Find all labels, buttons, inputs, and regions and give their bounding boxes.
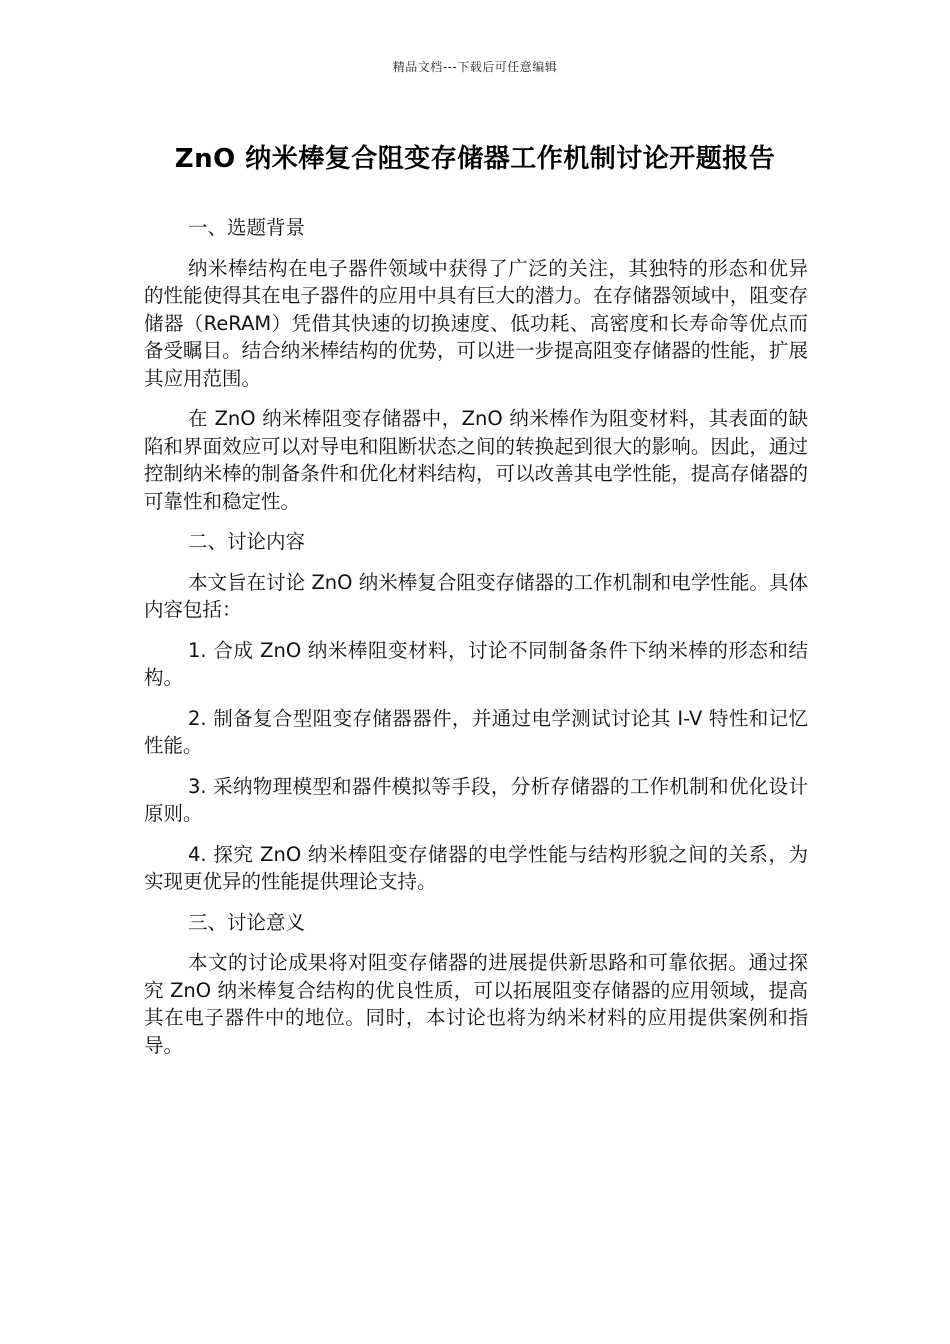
document-body bbox=[144, 214, 808, 1072]
background-paragraph-2: 在 ZnO 纳米棒阻变存储器中，ZnO 纳米棒作为阻变材料，其表面的缺陷和界面效应可以对导电和阻断状态之间的转换起到很大的影响。因此，通过控制纳米棒的制备条件和优化材料结构，可以改善其电学性能，提高存储器的可靠性和稳定性。 bbox=[144, 407, 808, 513]
section-heading-content: 二、讨论内容 bbox=[188, 530, 306, 553]
significance-paragraph: 本文的讨论成果将对阻变存储器的进展提供新思路和可靠依据。通过探究 ZnO 纳米棒复合结构的优良性质，可以拓展阻变存储器的应用领域，提高其在电子器件中的地位。同时，本讨论也将为纳米材料的应用提供案例和指导。 bbox=[144, 951, 808, 1057]
content-list-item-2: 2. 制备复合型阻变存储器器件，并通过电学测试讨论其 I-V 特性和记忆性能。 bbox=[144, 706, 808, 757]
document-title: ZnO 纳米棒复合阻变存储器工作机制讨论开题报告 bbox=[174, 144, 776, 174]
background-paragraph-1: 纳米棒结构在电子器件领域中获得了广泛的关注，其独特的形态和优异的性能使得其在电子器件的应用中具有巨大的潜力。在存储器领域中，阻变存储器（ReRAM）凭借其快速的切换速度、低功耗、高密度和长寿命等优点而备受瞩目。结合纳米棒结构的优势，可以进一步提高阻变存储器的性能，扩展其应用范围。 bbox=[144, 256, 808, 390]
section-heading-significance: 三、讨论意义 bbox=[188, 910, 306, 934]
content-list-item-1: 1. 合成 ZnO 纳米棒阻变材料，讨论不同制备条件下纳米棒的形态和结构。 bbox=[144, 638, 808, 689]
content-intro-paragraph: 本文旨在讨论 ZnO 纳米棒复合阻变存储器的工作机制和电学性能。具体内容包括： bbox=[144, 570, 808, 621]
header-note: 精品文档---下载后可任意编辑 bbox=[392, 60, 558, 74]
content-list-item-4: 4. 探究 ZnO 纳米棒阻变存储器的电学性能与结构形貌之间的关系，为实现更优异的性能提供理论支持。 bbox=[144, 842, 808, 893]
content-list-item-3: 3. 采纳物理模型和器件模拟等手段，分析存储器的工作机制和优化设计原则。 bbox=[144, 774, 808, 825]
section-heading-background: 一、选题背景 bbox=[188, 216, 306, 239]
